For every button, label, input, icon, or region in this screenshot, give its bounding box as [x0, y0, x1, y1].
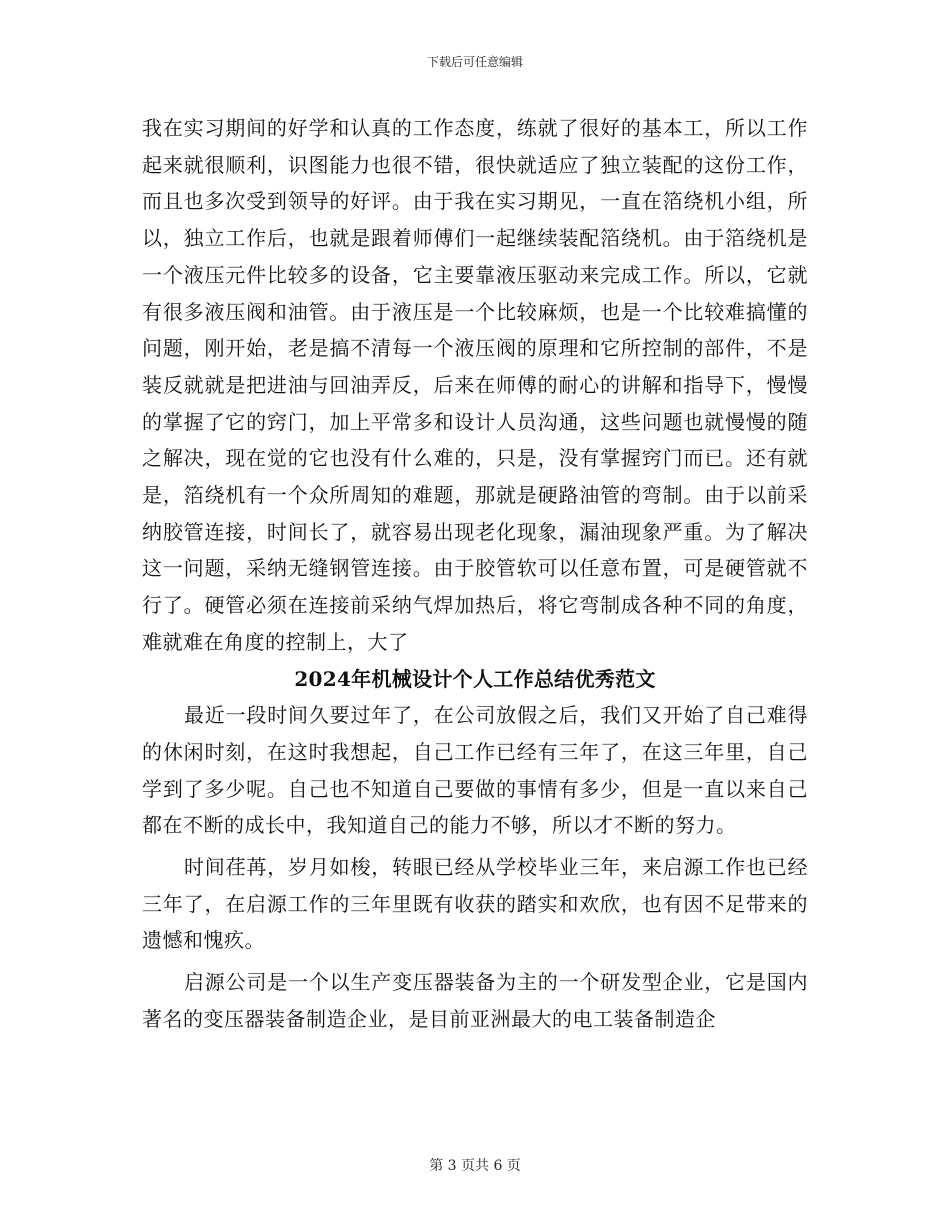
- body-paragraph: 我在实习期间的好学和认真的工作态度，练就了很好的基本工，所以工作起来就很顺利，识图能力也很不错，很快就适应了独立装配的这份工作，而且也多次受到领导的好评。由于我在实习期见，一直在箔绕机小组，所以，独立工作后，也就是跟着师傅们一起继续装配箔绕机。由于箔绕机是一个液压元件比较多的设备，它主要靠液压驱动来完成工作。所以，它就有很多液压阀和油管。由于液压是一个比较麻烦，也是一个比较难搞懂的问题，刚开始，老是搞不清每一个液压阀的原理和它所控制的部件，不是装反就就是把进油与回油弄反，后来在师傅的耐心的讲解和指导下，慢慢的掌握了它的窍门，加上平常多和设计人员沟通，这些问题也就慢慢的随之解决，现在觉的它也没有什么难的，只是，没有掌握窍门而已。还有就是，箔绕机有一个众所周知的难题，那就是硬路油管的弯制。由于以前采纳胶管连接，时间长了，就容易出现老化现象，漏油现象严重。为了解决这一问题，采纳无缝钢管连接。由于胶管软可以任意布置，可是硬管就不行了。硬管必须在连接前采纳气焊加热后，将它弯制成各种不同的角度，难就难在角度的控制上，大了: [142, 116, 808, 654]
- document-body: [142, 110, 808, 1038]
- page-header: 下载后可任意编辑: [426, 55, 523, 69]
- section-title: 2024年机械设计个人工作总结优秀范文: [294, 666, 656, 691]
- body-paragraph: 最近一段时间久要过年了，在公司放假之后，我们又开始了自己难得的休闲时刻，在这时我想起，自己工作已经有三年了，在这三年里，自己学到了多少呢。自己也不知道自己要做的事情有多少，但是一直以来自己都在不断的成长中，我知道自己的能力不够，所以才不断的努力。: [142, 703, 808, 838]
- body-paragraph: 启源公司是一个以生产变压器装备为主的一个研发型企业，它是国内著名的变压器装备制造企业，是目前亚洲最大的电工装备制造企: [142, 970, 808, 1031]
- body-paragraph: 时间荏苒，岁月如梭，转眼已经从学校毕业三年，来启源工作也已经三年了，在启源工作的三年里既有收获的踏实和欢欣，也有因不足带来的遗憾和愧疚。: [142, 855, 808, 953]
- page-number-footer: 第 3 页共 6 页: [429, 1158, 521, 1174]
